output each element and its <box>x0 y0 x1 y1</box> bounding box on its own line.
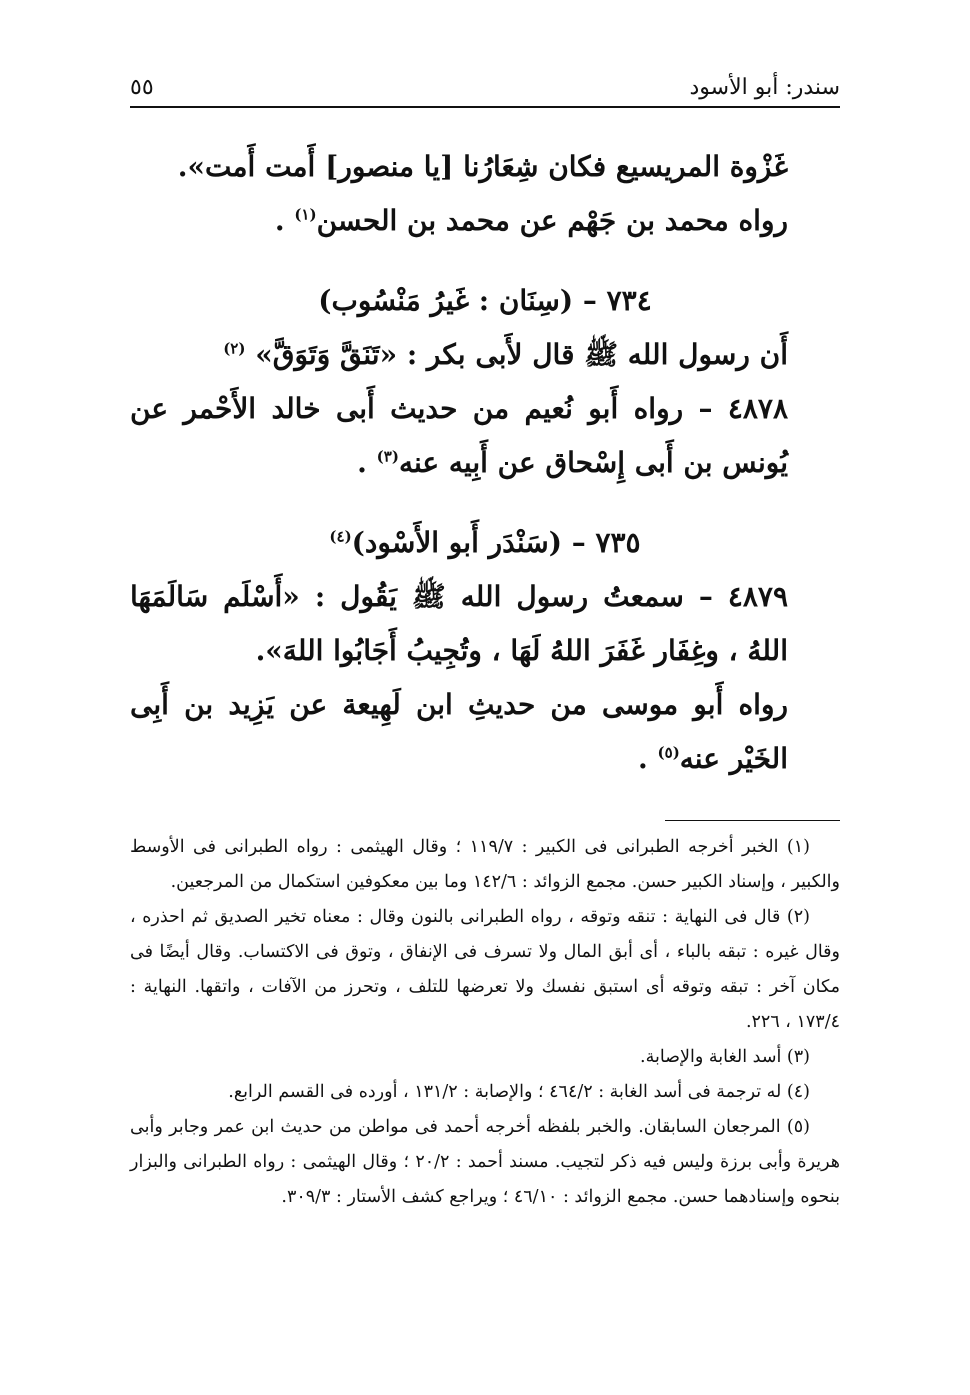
running-title: سندر: أبو الأسود <box>689 74 840 100</box>
footnote-ref[interactable]: (٤) <box>329 527 352 546</box>
footnote-3: (٣) أسد الغابة والإصابة. <box>640 1047 810 1067</box>
footnote-ref[interactable]: (١) <box>294 205 317 224</box>
footnote-ref[interactable]: (٥) <box>657 743 680 762</box>
page-header <box>130 70 840 104</box>
footnote-ref[interactable]: (٢) <box>223 339 246 358</box>
footnote-2: (٢) قال فى النهاية : تنقه وتوقه ، رواه الطبرانى بالنون وقال : معناه تخير الصديق ثم احذره ، وقال غيره : تبقه بالباء ، أى أبق المال ولا تسرف فى الإنفاق ، وتوق فى الاكتساب. وقال أيضًا فى مكان آخر : تبقه وتوقه أى استبق نفسك ولا تعرضها للتلف ، وتحرز من الآفات ، واتقها. النهاية : ١٧٣/٤ ، ٢٢٦. <box>130 907 840 1032</box>
text-line: غَزْوة المريسيع فكان شِعَارُنا [يا منصور] أَمت أَمت». <box>177 150 788 183</box>
entry-heading-734: ٧٣٤ – (سِنَان : غَيرُ مَنْسُوب) <box>318 284 652 317</box>
narration-paragraph: رواه أَبو موسى من حديثِ ابن لَهِيعة عن يَزِيد بن أَبِى الخَيْر عنه$^{(٥)}$ . <box>130 688 788 775</box>
entry-text-734: أَن رسول الله ﷺ قال لأَبى بكر : «تَنَقَّ وَتَوَقَّ» $^{(٢)}$ <box>223 338 788 371</box>
hadith-4879: ٤٨٧٩ – سمعتُ رسول الله ﷺ يَقُول : «أَسْلَم سَالَمَهَا اللهُ ، وغِفَار غَفَرَ اللهُ لَهَا ، وتُجِيبُ أَجَابُوا اللهَ». <box>130 580 788 667</box>
page-number: ٥٥ <box>130 74 154 100</box>
footnote-separator <box>665 820 840 821</box>
hadith-4878: ٤٨٧٨ – رواه أَبو نُعيم من حديث أَبى خالد الأَحْمر عن يُونس بن أَبى إِسْحاق عن أَبِيه عنه$^{(٣)}$ . <box>130 392 788 479</box>
entry-heading-735: ٧٣٥ – (سَنْدَر أَبو الأَسْود)$^{(٤)}$ <box>329 526 641 559</box>
header-rule <box>130 106 840 108</box>
footnote-5: (٥) المرجعان السابقان. والخبر بلفظه أخرجه أحمد فى مواطن من حديث ابن عمر وجابر وأبى هريرة وأبى برزة وليس فيه ذكر لتجيب. مسند أحمد : ٢٠/٢ ؛ وقال الهيثمى : رواه الطبرانى والبزار بنحوه وإسنادهما حسن. مجمع الزوائد : ٤٦/١٠ ؛ ويراجع كشف الأستار : ٣٠٩/٣. <box>130 1117 841 1207</box>
narration-line: رواه محمد بن جَهْم عن محمد بن الحسن$^{(١)}$ . <box>274 204 788 237</box>
main-text <box>130 140 840 786</box>
footnote-1: (١) الخبر أخرجه الطبرانى فى الكبير : ١١٩/٧ ؛ وقال الهيثمى : رواه الطبرانى فى الأوسط والكبير ، وإسناد الكبير حسن. مجمع الزوائد : ١٤٢/٦ وما بين معكوفين استكمال من المرجعين. <box>130 837 840 892</box>
footnote-4: (٤) له ترجمة فى أسد الغابة : ٤٦٤/٢ ؛ والإصابة : ١٣١/٢ ، أورده فى القسم الرابع. <box>228 1082 810 1102</box>
footnotes <box>130 830 840 1215</box>
footnote-ref[interactable]: (٣) <box>376 447 399 466</box>
